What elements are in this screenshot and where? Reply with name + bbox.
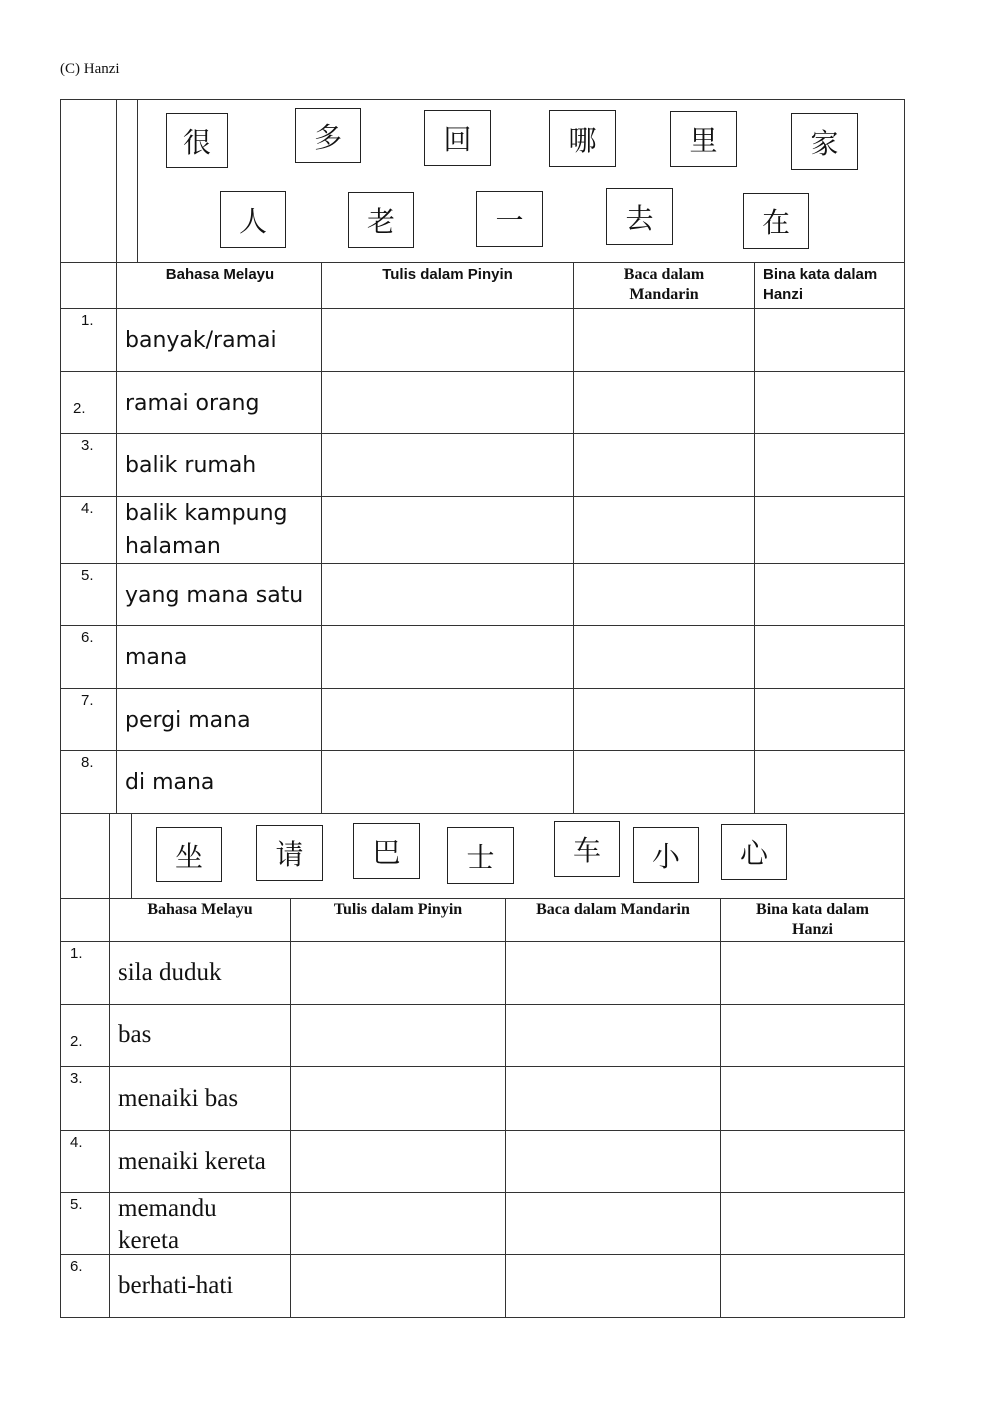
row-number: 2. [70, 1033, 83, 1050]
malay-word: pergi mana [125, 708, 251, 733]
hanzi-box[interactable]: 回 [424, 110, 491, 166]
table-rule [60, 750, 905, 751]
table-rule [60, 308, 905, 309]
table-rule [290, 898, 291, 1317]
hanzi-box[interactable]: 小 [633, 827, 699, 883]
column-header-build: Bina kata dalam Hanzi [763, 266, 878, 303]
column-header-pinyin: Tulis dalam Pinyin [382, 266, 513, 283]
row-number: 3. [70, 1070, 83, 1087]
hanzi-box[interactable]: 哪 [549, 110, 616, 167]
table-rule [720, 898, 721, 1317]
malay-word: ramai orang [125, 391, 260, 416]
hanzi-box[interactable]: 车 [554, 821, 620, 877]
table-border [60, 99, 61, 814]
hanzi-box[interactable]: 坐 [156, 827, 222, 882]
row-number: 3. [81, 437, 94, 454]
malay-word: menaiki kereta [118, 1148, 266, 1175]
table-border [60, 99, 905, 100]
table-rule [321, 262, 322, 813]
malay-word: memandu kereta [118, 1195, 217, 1254]
row-number: 4. [81, 500, 94, 517]
hanzi-box[interactable]: 里 [670, 111, 737, 167]
table-rule [60, 625, 905, 626]
row-number: 4. [70, 1134, 83, 1151]
table-rule [754, 262, 755, 813]
malay-word: balik rumah [125, 453, 257, 478]
malay-word: balik kampung halaman [125, 501, 288, 559]
hanzi-box[interactable]: 很 [166, 113, 228, 168]
table-border [109, 813, 110, 898]
malay-word: bas [118, 1021, 152, 1048]
hanzi-box[interactable]: 士 [447, 827, 514, 884]
hanzi-box[interactable]: 多 [295, 108, 361, 163]
row-number: 5. [70, 1196, 83, 1213]
row-number: 1. [81, 312, 94, 329]
table-rule [60, 1066, 905, 1067]
table-border [904, 813, 905, 1317]
row-number: 2. [73, 400, 86, 417]
table-border [60, 1317, 905, 1318]
row-number: 6. [70, 1258, 83, 1275]
table-border [137, 99, 138, 262]
table-rule [109, 898, 110, 1317]
row-number: 1. [70, 945, 83, 962]
hanzi-box[interactable]: 去 [606, 188, 673, 245]
table-rule [60, 941, 905, 942]
table-border [116, 99, 117, 262]
malay-word: banyak/ramai [125, 328, 277, 353]
malay-word: di mana [125, 770, 215, 795]
table-rule [60, 688, 905, 689]
malay-word: menaiki bas [118, 1085, 239, 1112]
table-rule [60, 813, 905, 814]
row-number: 6. [81, 629, 94, 646]
column-header-build: Bina kata dalam Hanzi [756, 901, 869, 938]
malay-word: sila duduk [118, 959, 222, 986]
table-border [60, 813, 61, 1317]
hanzi-box[interactable]: 一 [476, 191, 543, 247]
column-header-malay: Bahasa Melayu [165, 266, 275, 283]
column-header-read: Baca dalam Mandarin [536, 901, 690, 918]
hanzi-box[interactable]: 请 [256, 825, 323, 881]
table-rule [60, 433, 905, 434]
hanzi-box[interactable]: 人 [220, 191, 286, 248]
table-rule [60, 371, 905, 372]
malay-word: berhati-hati [118, 1272, 234, 1299]
table-rule [573, 262, 574, 813]
hanzi-box[interactable]: 在 [743, 193, 809, 249]
table-rule [60, 262, 905, 263]
column-header-read: Baca dalam Mandarin [623, 266, 705, 303]
hanzi-box[interactable]: 家 [791, 113, 858, 170]
column-header-malay: Bahasa Melayu [147, 901, 253, 918]
hanzi-box[interactable]: 巴 [353, 823, 420, 879]
table-rule [60, 898, 905, 899]
table-rule [505, 898, 506, 1317]
row-number: 5. [81, 567, 94, 584]
table-border [131, 813, 132, 898]
column-header-pinyin: Tulis dalam Pinyin [333, 901, 463, 918]
hanzi-box[interactable]: 老 [348, 192, 414, 248]
hanzi-box[interactable]: 心 [721, 824, 787, 880]
table-rule [60, 1130, 905, 1131]
table-rule [60, 1004, 905, 1005]
malay-word: mana [125, 645, 188, 670]
section-label: (C) Hanzi [60, 61, 120, 77]
row-number: 7. [81, 692, 94, 709]
table-rule [116, 262, 117, 813]
row-number: 8. [81, 754, 94, 771]
malay-word: yang mana satu [125, 583, 304, 608]
table-border [904, 99, 905, 814]
table-rule [60, 563, 905, 564]
